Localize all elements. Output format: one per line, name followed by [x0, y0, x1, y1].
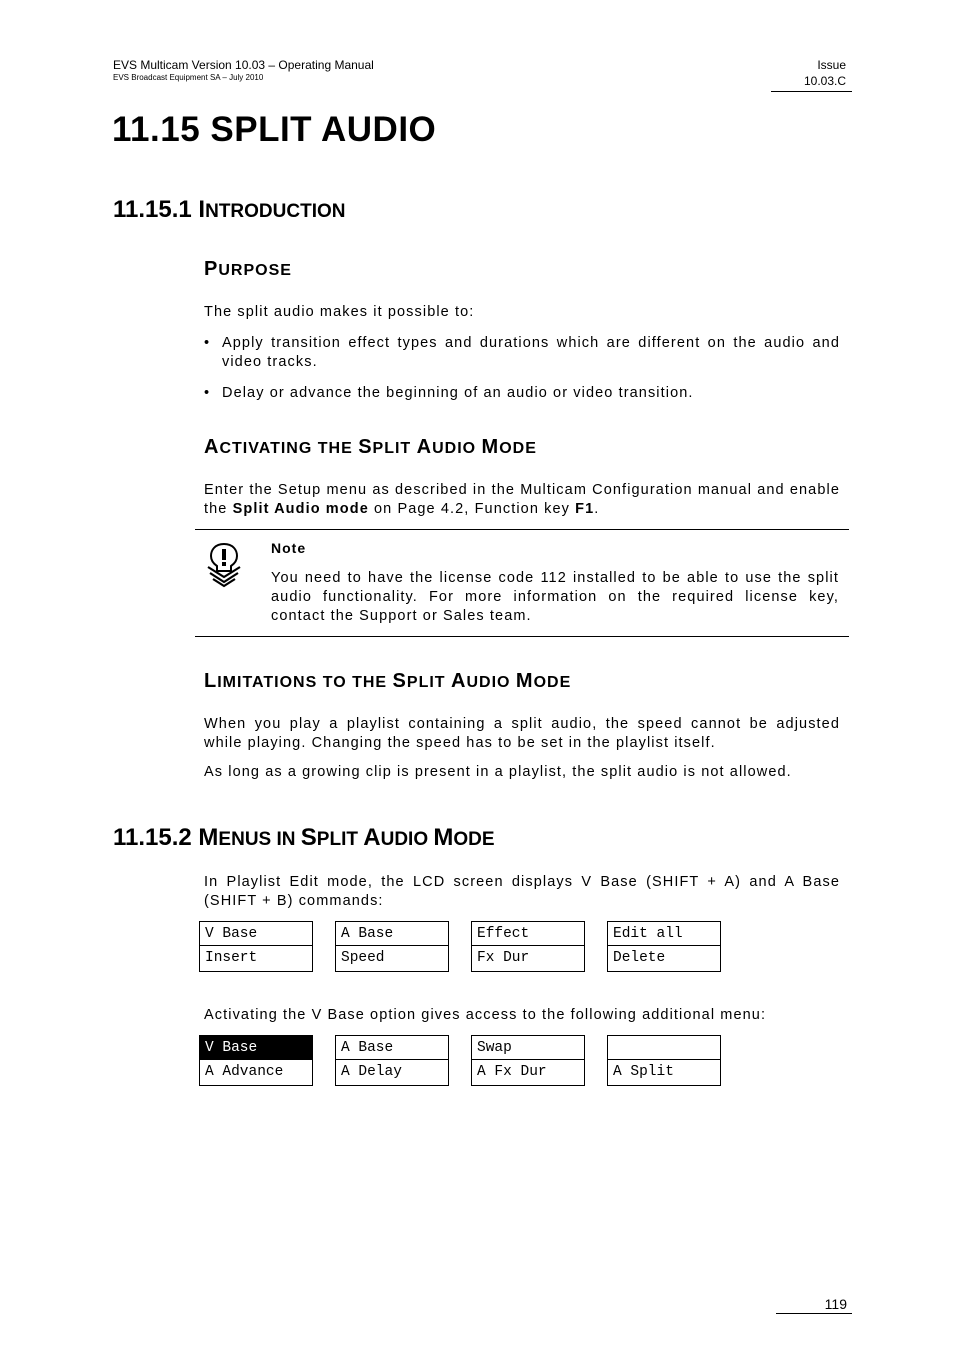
issue-label: Issue	[817, 58, 846, 72]
chapter-number: 11.15	[112, 110, 201, 149]
section-heading-introduction	[113, 196, 345, 224]
lcd-key-1	[199, 1035, 313, 1086]
lcd-key-4	[607, 1035, 721, 1086]
activating-paragraph: Enter the Setup menu as described in the Multicam Configuration manual and enable the Split Audio mode on Page 4.2, Function key F1.	[204, 482, 840, 517]
section-number: 11.15.2	[113, 824, 192, 851]
bullet-item: • Delay or advance the beginning of an audio or video transition.	[204, 385, 694, 401]
section-title: MENUS IN SPLIT AUDIO MODE	[198, 824, 495, 851]
limitations-paragraph-1: When you play a playlist containing a split audio, the speed cannot be adjusted while playing. Changing the speed has to be set in the playlist itself.	[204, 716, 840, 751]
note-top-rule	[195, 529, 849, 530]
lcd-key-2	[335, 921, 449, 972]
lcd-label: Fx Dur	[477, 950, 530, 966]
menus-intro: In Playlist Edit mode, the LCD screen displays V Base (SHIFT + A) and A Base (SHIFT + B) commands:	[204, 874, 840, 909]
subheading-activating: ACTIVATING THE SPLIT AUDIO MODE	[204, 436, 537, 458]
lcd-label: A Advance	[205, 1064, 284, 1080]
lcd-label: Swap	[472, 1036, 584, 1060]
lcd-label: Insert	[205, 950, 258, 966]
lcd-key-1	[199, 921, 313, 972]
purpose-intro: The split audio makes it possible to:	[204, 304, 475, 320]
bold-f1: F1	[575, 501, 595, 517]
note-title: Note	[271, 540, 307, 556]
lcd-label: Speed	[341, 950, 385, 966]
lcd-key-4	[607, 921, 721, 972]
lcd-key-3	[471, 921, 585, 972]
page-number: 119	[824, 1296, 847, 1312]
lcd-label	[608, 1036, 720, 1060]
lcd-label: A Split	[613, 1064, 674, 1080]
section-heading-menus	[113, 824, 495, 852]
subheading-purpose: PURPOSE	[204, 258, 292, 280]
doc-subtitle: EVS Broadcast Equipment SA – July 2010	[113, 73, 264, 82]
lcd-label: Edit all	[608, 922, 720, 946]
lcd-key-3	[471, 1035, 585, 1086]
lcd-label: Delete	[613, 950, 666, 966]
bullet-item: • Apply transition effect types and durations which are different on the audio and video tracks.	[204, 335, 840, 370]
lcd-key-2	[335, 1035, 449, 1086]
issue-value: 10.03.C	[803, 74, 846, 88]
subheading-limitations: LIMITATIONS TO THE SPLIT AUDIO MODE	[204, 670, 572, 692]
chapter-heading	[112, 110, 436, 150]
doc-title: EVS Multicam Version 10.03 – Operating Manual	[113, 58, 374, 72]
section-title: INTRODUCTION	[198, 196, 346, 223]
footer-rule	[776, 1313, 852, 1314]
lcd-label: V Base	[200, 922, 312, 946]
bold-split-audio-mode: Split Audio mode	[232, 501, 369, 517]
header-rule	[771, 91, 852, 92]
lcd-label: A Base	[336, 1036, 448, 1060]
note-bottom-rule	[195, 636, 849, 637]
lcd-label: A Fx Dur	[477, 1064, 547, 1080]
menus-mid-text: Activating the V Base option gives access to the following additional menu:	[204, 1007, 767, 1023]
lcd-label-highlighted: V Base	[200, 1036, 312, 1060]
warning-note-icon	[205, 541, 243, 589]
chapter-title: SPLIT AUDIO	[210, 110, 437, 149]
limitations-paragraph-2: As long as a growing clip is present in a playlist, the split audio is not allowed.	[204, 764, 792, 780]
lcd-label: Effect	[472, 922, 584, 946]
lcd-label: A Delay	[341, 1064, 402, 1080]
note-body: You need to have the license code 112 installed to be able to use the split audio functionality. For more information on the required license key, contact the Support or Sales team.	[271, 570, 839, 624]
lcd-label: A Base	[336, 922, 448, 946]
section-number: 11.15.1	[113, 196, 192, 223]
